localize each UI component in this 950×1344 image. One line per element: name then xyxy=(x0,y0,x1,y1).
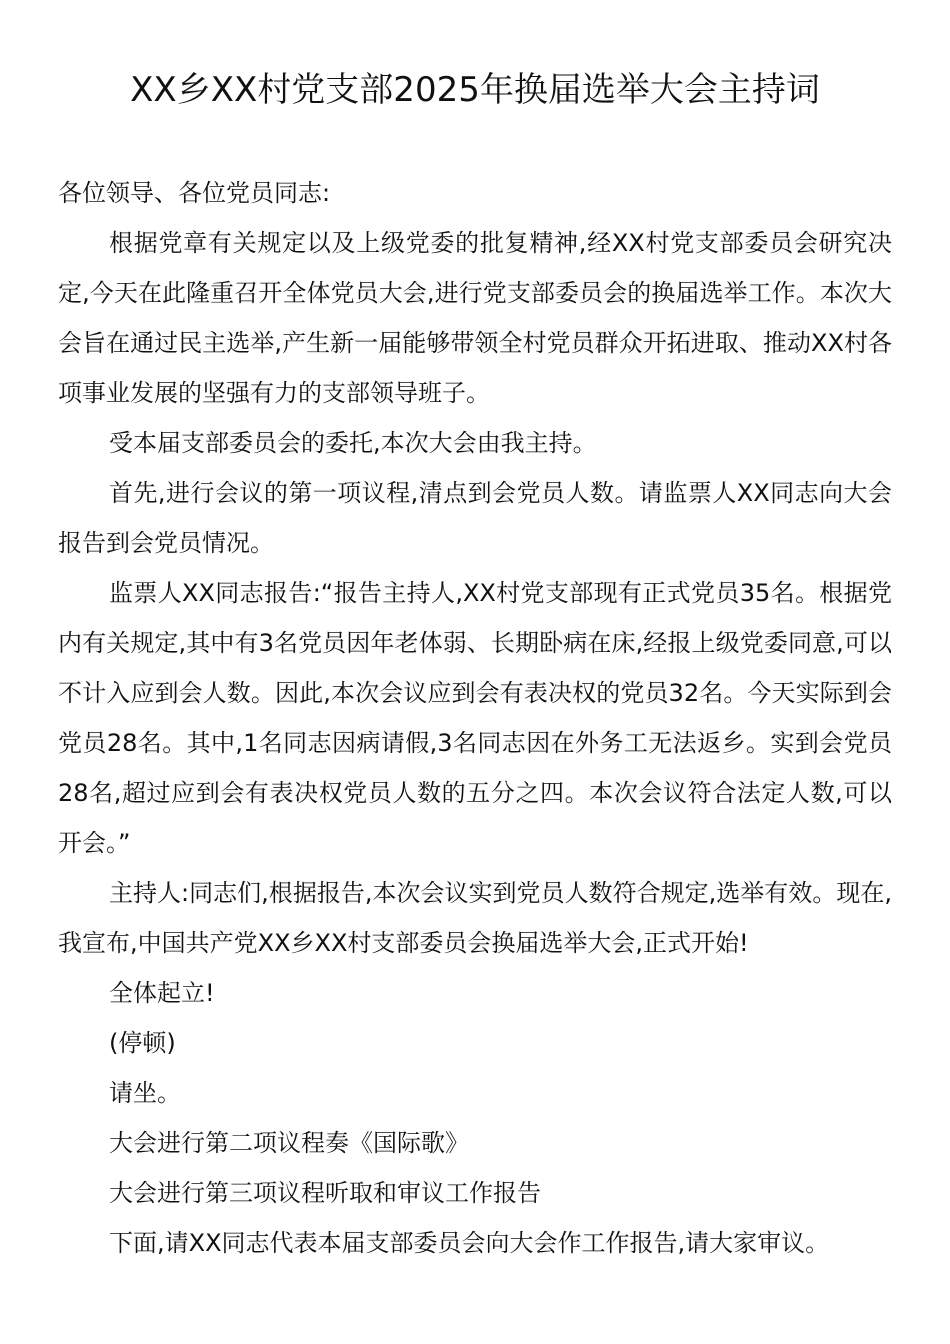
paragraph-stand-up: 全体起立! xyxy=(109,979,215,1007)
paragraph-work-report: 下面,请XX同志代表本届支部委员会向大会作工作报告,请大家审议。 xyxy=(109,1229,830,1257)
paragraph-host-declaration: 主持人:同志们,根据报告,本次会议实到党员人数符合规定,选举有效。现在,我宣布,中国共产党XX乡XX村支部委员会换届选举大会,正式开始! xyxy=(58,879,892,957)
paragraph-host-entrusted: 受本届支部委员会的委托,本次大会由我主持。 xyxy=(109,429,597,457)
document-title: XX乡XX村党支部2025年换届选举大会主持词 xyxy=(130,70,820,110)
salutation: 各位领导、各位党员同志: xyxy=(58,179,331,207)
paragraph-pause: (停顿) xyxy=(109,1029,176,1057)
paragraph-scrutineer-report: 监票人XX同志报告:“报告主持人,XX村党支部现有正式党员35名。根据党内有关规定,其中有3名党员因年老体弱、长期卧病在床,经报上级党委同意,可以不计入应到会人数。因此,本次会议应到会有表决权的党员32名。今天实际到会党员28名。其中,1名同志因病请假,3名同志因在外务工无法返乡。实到会党员28名,超过应到会有表决权党员人数的五分之四。本次会议符合法定人数,可以开会。” xyxy=(58,579,892,857)
paragraph-agenda-three: 大会进行第三项议程听取和审议工作报告 xyxy=(109,1179,541,1207)
paragraph-intro: 根据党章有关规定以及上级党委的批复精神,经XX村党支部委员会研究决定,今天在此隆重召开全体党员大会,进行党支部委员会的换届选举工作。本次大会旨在通过民主选举,产生新一届能够带领全村党员群众开拓进取、推动XX村各项事业发展的坚强有力的支部领导班子。 xyxy=(58,229,892,407)
paragraph-agenda-two: 大会进行第二项议程奏《国际歌》 xyxy=(109,1129,469,1157)
paragraph-agenda-one: 首先,进行会议的第一项议程,清点到会党员人数。请监票人XX同志向大会报告到会党员情况。 xyxy=(58,479,892,557)
paragraph-sit-down: 请坐。 xyxy=(109,1079,181,1107)
document-body xyxy=(58,168,892,1268)
